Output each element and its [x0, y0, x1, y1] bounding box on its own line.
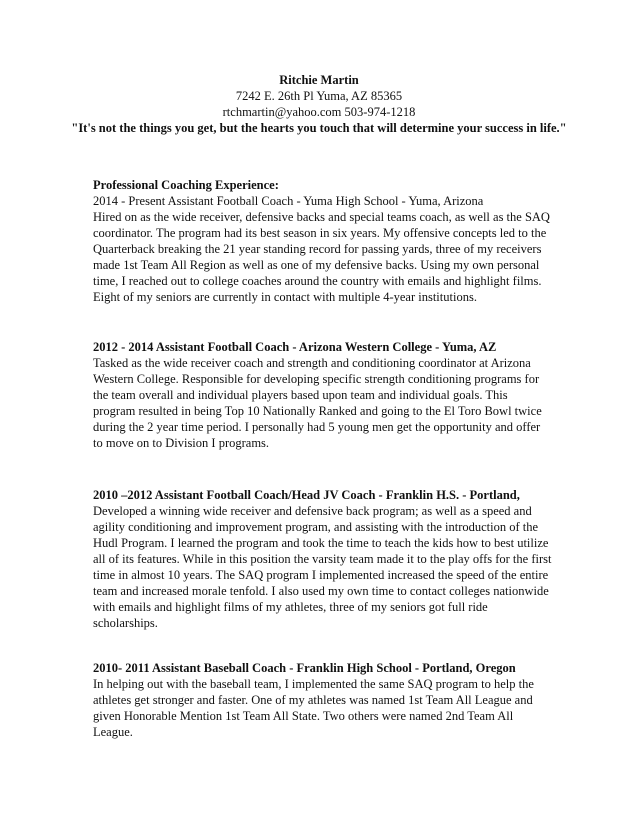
job-description: Hired on as the wide receiver, defensive backs and special teams coach, as well as the SAQ coordinator. The program had its best season in six years. My offensive concepts led to the Quarterback breaking the 21 year standing record for passing yards, three of my receivers made 1st Team All Region as well as one of my defensive backs. Using my own personal time, I reached out to college coaches around the country with emails and highlight films. Eight of my seniors are currently in contact with multiple 4-year institutions.	[93, 210, 550, 304]
applicant-contact: rtchmartin@yahoo.com 503-974-1218	[222, 105, 416, 119]
job-description: In helping out with the baseball team, I implemented the same SAQ program to help the athletes get stronger and faster. One of my athletes was named 1st Team All League and given Honorable Mention 1st Team All State. Two others were named 2nd Team All League.	[93, 677, 534, 739]
experience-section-franklin-football	[93, 487, 553, 631]
job-heading: 2010 –2012 Assistant Football Coach/Head JV Coach - Franklin H.S. - Portland,	[93, 488, 520, 502]
section-heading: Professional Coaching Experience:	[93, 178, 279, 192]
personal-quote: "It's not the things you get, but the hearts you touch that will determine your success in life."	[71, 121, 567, 135]
resume-header	[60, 72, 578, 136]
job-description: Tasked as the wide receiver coach and strength and conditioning coordinator at Arizona Western College. Responsible for developing specific strength conditioning programs for the team overall and individual players based upon team and individual goals. This program resulted in being Top 10 Nationally Ranked and going to the El Toro Bowl twice during the 2 year time period. I personally had 5 young men get the opportunity and offer to move on to Division I programs.	[93, 356, 542, 450]
experience-section-franklin-baseball	[93, 660, 553, 740]
job-heading: 2010- 2011 Assistant Baseball Coach - Franklin High School - Portland, Oregon	[93, 661, 516, 675]
applicant-address: 7242 E. 26th Pl Yuma, AZ 85365	[235, 89, 403, 103]
job-description: Developed a winning wide receiver and defensive back program; as well as a speed and agility conditioning and improvement program, and assisting with the introduction of the Hudl Program. I learned the program and took the time to teach the kids how to best utilize all of its features. While in this position the varsity team made it to the play offs for the first time in almost 10 years. The SAQ program I implemented increased the speed of the entire team and increased morale tenfold. I also used my own time to contact colleges nationwide with emails and highlight films of my athletes, three of my seniors got full ride scholarships.	[93, 504, 552, 630]
job-title-line: 2014 - Present Assistant Football Coach - Yuma High School - Yuma, Arizona	[93, 194, 484, 208]
experience-section-yuma-hs	[93, 177, 553, 305]
job-heading: 2012 - 2014 Assistant Football Coach - Arizona Western College - Yuma, AZ	[93, 340, 497, 354]
experience-section-awc	[93, 339, 553, 451]
applicant-name: Ritchie Martin	[279, 73, 359, 87]
